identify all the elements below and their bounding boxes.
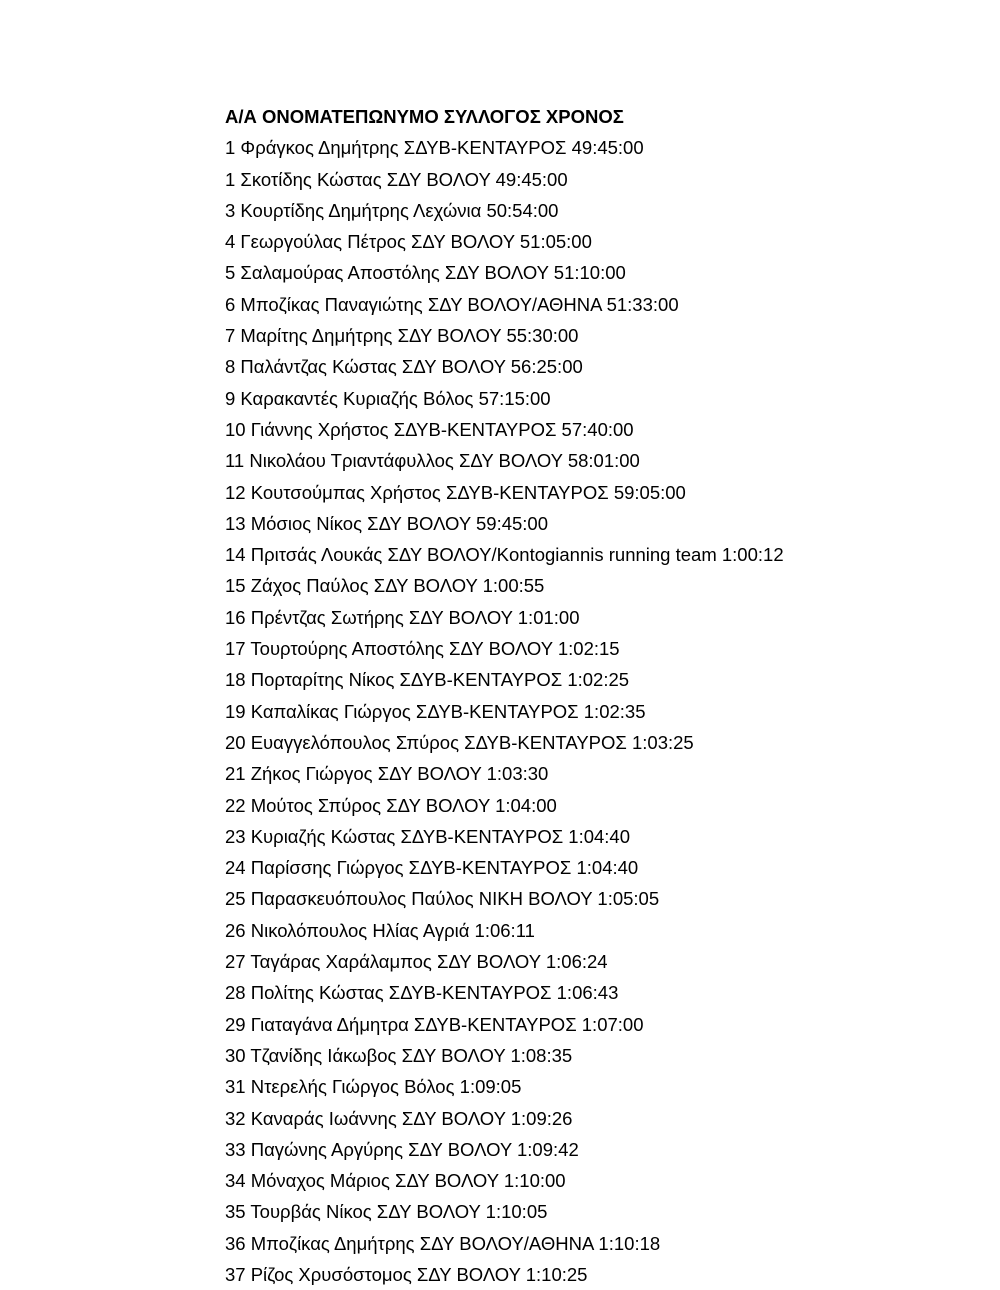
result-row: 1 Φράγκος Δημήτρης ΣΔΥΒ-ΚΕΝΤΑΥΡΟΣ 49:45:00 [225, 137, 644, 159]
result-row: 18 Πορταρίτης Νίκος ΣΔΥΒ-ΚΕΝΤΑΥΡΟΣ 1:02:25 [225, 669, 630, 691]
result-row: 28 Πολίτης Κώστας ΣΔΥΒ-ΚΕΝΤΑΥΡΟΣ 1:06:43 [225, 982, 619, 1004]
result-row: 15 Ζάχος Παύλος ΣΔΥ ΒΟΛΟΥ 1:00:55 [225, 575, 545, 597]
result-row: 14 Πριτσάς Λουκάς ΣΔΥ ΒΟΛΟΥ/Kontogiannis running team 1:00:12 [225, 544, 784, 566]
result-row: 5 Σαλαμούρας Αποστόλης ΣΔΥ ΒΟΛΟΥ 51:10:00 [225, 262, 626, 284]
result-row: 22 Μούτος Σπύρος ΣΔΥ ΒΟΛΟΥ 1:04:00 [225, 794, 557, 816]
result-row: 30 Τζανίδης Ιάκωβος ΣΔΥ ΒΟΛΟΥ 1:08:35 [225, 1044, 573, 1066]
result-row: 35 Τουρβάς Νίκος ΣΔΥ ΒΟΛΟΥ 1:10:05 [225, 1201, 548, 1223]
result-row: 9 Καρακαντές Κυριαζής Βόλος 57:15:00 [225, 387, 551, 409]
result-row: 29 Γιαταγάνα Δήμητρα ΣΔΥΒ-ΚΕΝΤΑΥΡΟΣ 1:07:00 [225, 1013, 644, 1035]
results-document [225, 101, 985, 1290]
result-row: 20 Ευαγγελόπουλος Σπύρος ΣΔΥΒ-ΚΕΝΤΑΥΡΟΣ 1:03:25 [225, 731, 694, 753]
results-header: Α/Α ΟΝΟΜΑΤΕΠΩΝΥΜΟ ΣΥΛΛΟΓΟΣ ΧΡΟΝΟΣ [225, 106, 624, 127]
result-row: 21 Ζήκος Γιώργος ΣΔΥ ΒΟΛΟΥ 1:03:30 [225, 763, 549, 785]
result-row: 13 Μόσιος Νίκος ΣΔΥ ΒΟΛΟΥ 59:45:00 [225, 512, 549, 534]
result-row: 32 Καναράς Ιωάννης ΣΔΥ ΒΟΛΟΥ 1:09:26 [225, 1107, 573, 1129]
result-row: 7 Μαρίτης Δημήτρης ΣΔΥ ΒΟΛΟΥ 55:30:00 [225, 325, 579, 347]
result-row: 33 Παγώνης Αργύρης ΣΔΥ ΒΟΛΟΥ 1:09:42 [225, 1138, 579, 1160]
result-row: 11 Νικολάου Τριαντάφυλλος ΣΔΥ ΒΟΛΟΥ 58:01:00 [225, 450, 640, 472]
result-row: 34 Μόναχος Μάριος ΣΔΥ ΒΟΛΟΥ 1:10:00 [225, 1170, 566, 1192]
result-row: 8 Παλάντζας Κώστας ΣΔΥ ΒΟΛΟΥ 56:25:00 [225, 356, 583, 378]
result-row: 24 Παρίσσης Γιώργος ΣΔΥΒ-ΚΕΝΤΑΥΡΟΣ 1:04:40 [225, 857, 639, 879]
result-row: 31 Ντερελής Γιώργος Βόλος 1:09:05 [225, 1076, 522, 1098]
result-row: 4 Γεωργούλας Πέτρος ΣΔΥ ΒΟΛΟΥ 51:05:00 [225, 231, 592, 253]
result-row: 23 Κυριαζής Κώστας ΣΔΥΒ-ΚΕΝΤΑΥΡΟΣ 1:04:40 [225, 825, 631, 847]
result-row: 6 Μποζίκας Παναγιώτης ΣΔΥ ΒΟΛΟΥ/ΑΘΗΝΑ 51:33:00 [225, 293, 679, 315]
result-row: 37 Ρίζος Χρυσόστομος ΣΔΥ ΒΟΛΟΥ 1:10:25 [225, 1263, 588, 1285]
result-row: 36 Μποζίκας Δημήτρης ΣΔΥ ΒΟΛΟΥ/ΑΘΗΝΑ 1:10:18 [225, 1232, 661, 1254]
result-row: 27 Ταγάρας Χαράλαμπος ΣΔΥ ΒΟΛΟΥ 1:06:24 [225, 951, 608, 973]
result-row: 19 Καπαλίκας Γιώργος ΣΔΥΒ-ΚΕΝΤΑΥΡΟΣ 1:02:35 [225, 700, 646, 722]
result-row: 17 Τουρτούρης Αποστόλης ΣΔΥ ΒΟΛΟΥ 1:02:15 [225, 638, 620, 660]
result-row: 1 Σκοτίδης Κώστας ΣΔΥ ΒΟΛΟΥ 49:45:00 [225, 168, 568, 190]
result-row: 3 Κουρτίδης Δημήτρης Λεχώνια 50:54:00 [225, 199, 559, 221]
result-row: 16 Πρέντζας Σωτήρης ΣΔΥ ΒΟΛΟΥ 1:01:00 [225, 606, 580, 628]
result-row: 10 Γιάννης Χρήστος ΣΔΥΒ-ΚΕΝΤΑΥΡΟΣ 57:40:00 [225, 418, 634, 440]
result-row: 12 Κουτσούμπας Χρήστος ΣΔΥΒ-ΚΕΝΤΑΥΡΟΣ 59:05:00 [225, 481, 686, 503]
result-row: 26 Νικολόπουλος Ηλίας Αγριά 1:06:11 [225, 919, 535, 941]
result-row: 25 Παρασκευόπουλος Παύλος ΝΙΚΗ ΒΟΛΟΥ 1:05:05 [225, 888, 660, 910]
